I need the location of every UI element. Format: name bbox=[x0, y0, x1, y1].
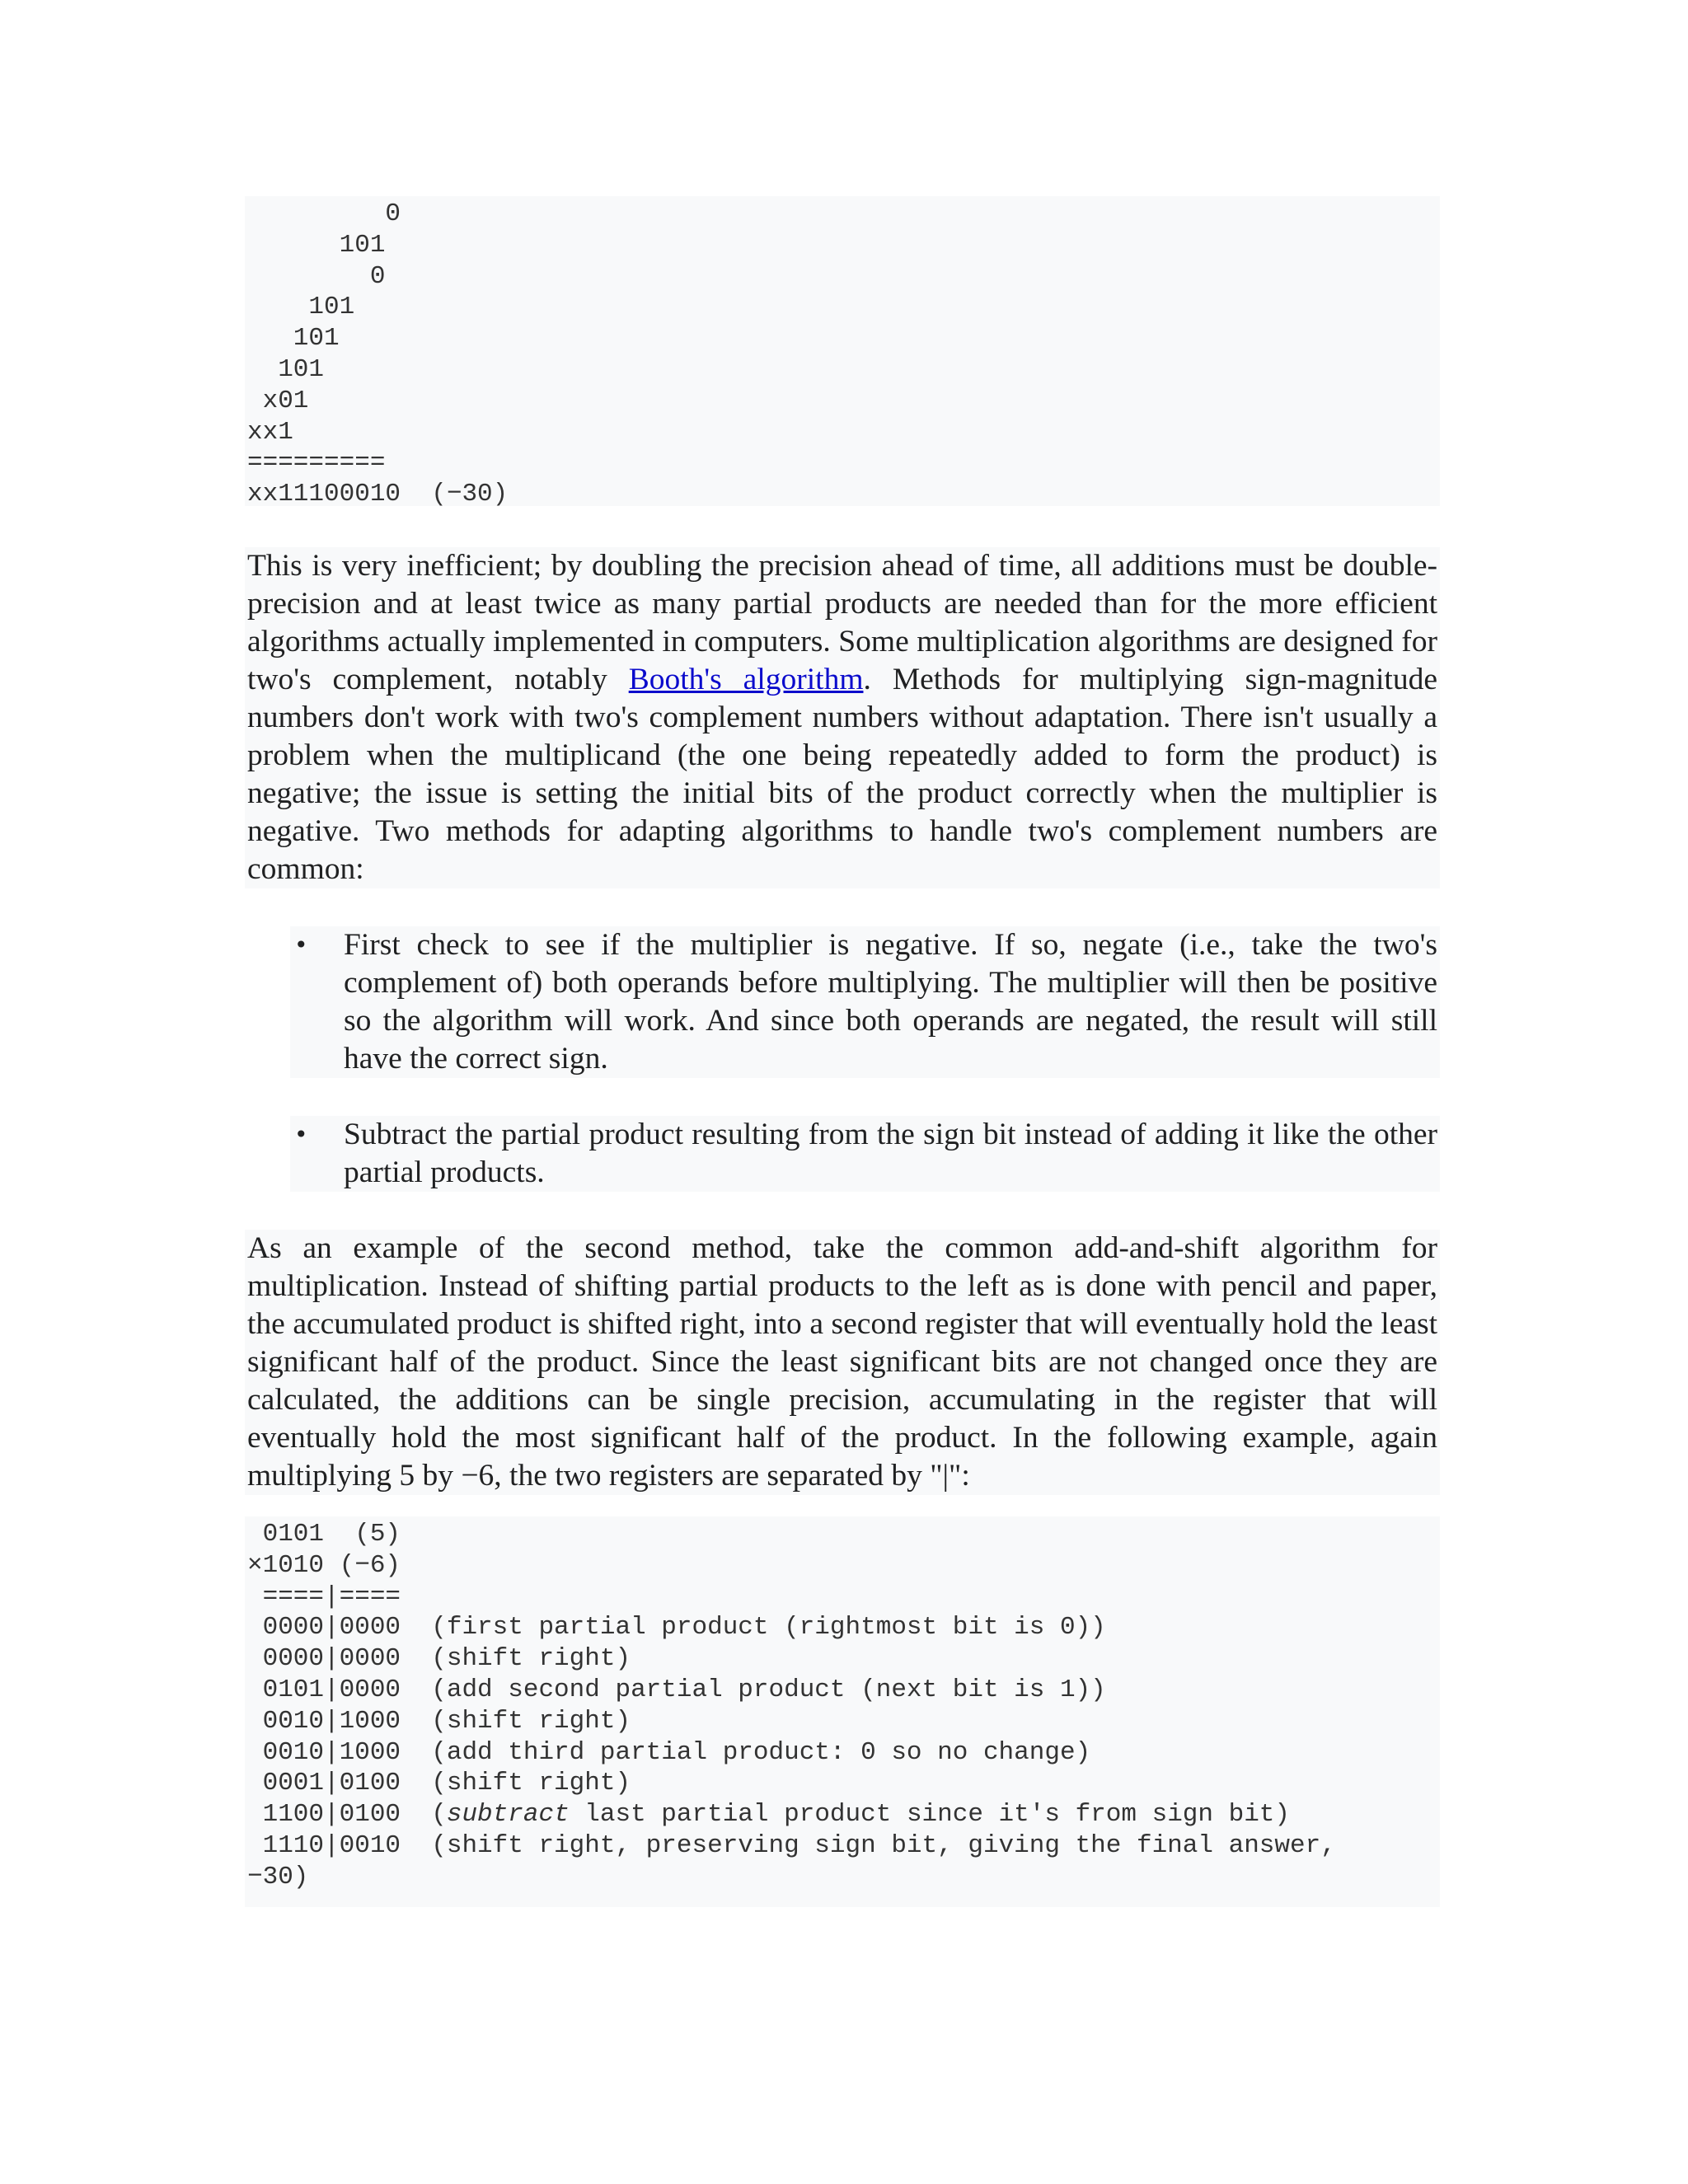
code-line: 0101 (5) bbox=[247, 1520, 401, 1549]
code-line: 101 bbox=[247, 293, 355, 322]
code-line-subtract bbox=[247, 1799, 1440, 1830]
code-line: ====|==== bbox=[247, 1582, 401, 1611]
list-item-text: First check to see if the multiplier is negative. If so, negate (i.e., take the two's complement of) both operands before multiplying. The multiplier will then be positive so the algorithm will work. And since both operands are negated, the result will still have the correct sign. bbox=[344, 928, 1437, 1076]
code-line: 0101|0000 (add second partial product (next bit is 1)) bbox=[247, 1675, 1106, 1704]
code-line: 0001|0100 (shift right) bbox=[247, 1769, 631, 1798]
code-line: 0 bbox=[247, 199, 401, 228]
code-line: x01 bbox=[247, 386, 309, 415]
paragraph-second-method bbox=[245, 1230, 1440, 1495]
code-line: 1110|0010 (shift right, preserving sign bit, giving the final answer, bbox=[247, 1830, 1336, 1860]
code-line: ×1010 (−6) bbox=[247, 1550, 401, 1580]
code-block-register-example bbox=[245, 1516, 1440, 1907]
booths-algorithm-link[interactable]: Booth's algorithm bbox=[628, 663, 864, 696]
list-item bbox=[245, 1116, 1440, 1192]
bullet-marker: • bbox=[294, 931, 308, 958]
code-line: 0010|1000 (shift right) bbox=[247, 1706, 631, 1736]
paragraph-text: . Methods for multiplying sign-magnitude numbers don't work with two's complement numbers without adaptation. There isn't usually a problem when the multiplicand (the one being repeatedly added to form the product) is negative; the issue is setting the initial bits of the product correctly when the multiplier is negative. Two methods for adapting algorithms to handle two's complement numbers are common: bbox=[247, 663, 1437, 886]
code-line: 101 bbox=[247, 230, 386, 260]
code-line: 0000|0000 (first partial product (rightmost bit is 0)) bbox=[247, 1613, 1106, 1643]
code-line: 0000|0000 (shift right) bbox=[247, 1644, 631, 1674]
code-text: 1100|0100 ( bbox=[247, 1800, 447, 1830]
list-item bbox=[245, 926, 1440, 1078]
code-emphasis: subtract bbox=[446, 1800, 570, 1830]
code-line: −30) bbox=[247, 1862, 309, 1891]
adaptation-methods-list bbox=[245, 926, 1440, 1192]
code-line: xx11100010 (−30) bbox=[247, 480, 509, 509]
paragraph-inefficiency bbox=[245, 547, 1440, 888]
paragraph-text: As an example of the second method, take the common add-and-shift algorithm for multiplication. Instead of shifting partial products to the left as is done with pencil and paper, the accumulated product is shifted right, into a second register that will eventually hold the least significant half of the product. Since the least significant bits are not changed once they are calculated, the additions can be single precision, accumulating in the register that will eventually hold the most significant half of the product. In the following example, again multiplying 5 by −6, the two registers are separated by "|": bbox=[247, 1231, 1437, 1493]
list-item-text: Subtract the partial product resulting from the sign bit instead of adding it like the other partial products. bbox=[344, 1118, 1437, 1189]
code-line: xx1 bbox=[247, 417, 293, 447]
code-line: 101 bbox=[247, 324, 340, 354]
code-line: 0 bbox=[247, 261, 386, 291]
code-line: 101 bbox=[247, 354, 325, 384]
code-line: ========= bbox=[247, 448, 386, 478]
code-text: last partial product since it's from sign bit) bbox=[569, 1800, 1291, 1830]
paragraph-text: This is very inefficient; by doubling the precision ahead of time, all additions must be double-precision and at least twice as many partial products are needed than for the more efficient algorithms actually implemented in computers. Some multiplication algorithms are designed for two's complement, notably bbox=[247, 549, 1437, 696]
bullet-marker: • bbox=[294, 1121, 308, 1148]
code-block-partial-products bbox=[245, 196, 1440, 509]
code-line: 0010|1000 (add third partial product: 0 so no change) bbox=[247, 1737, 1091, 1767]
